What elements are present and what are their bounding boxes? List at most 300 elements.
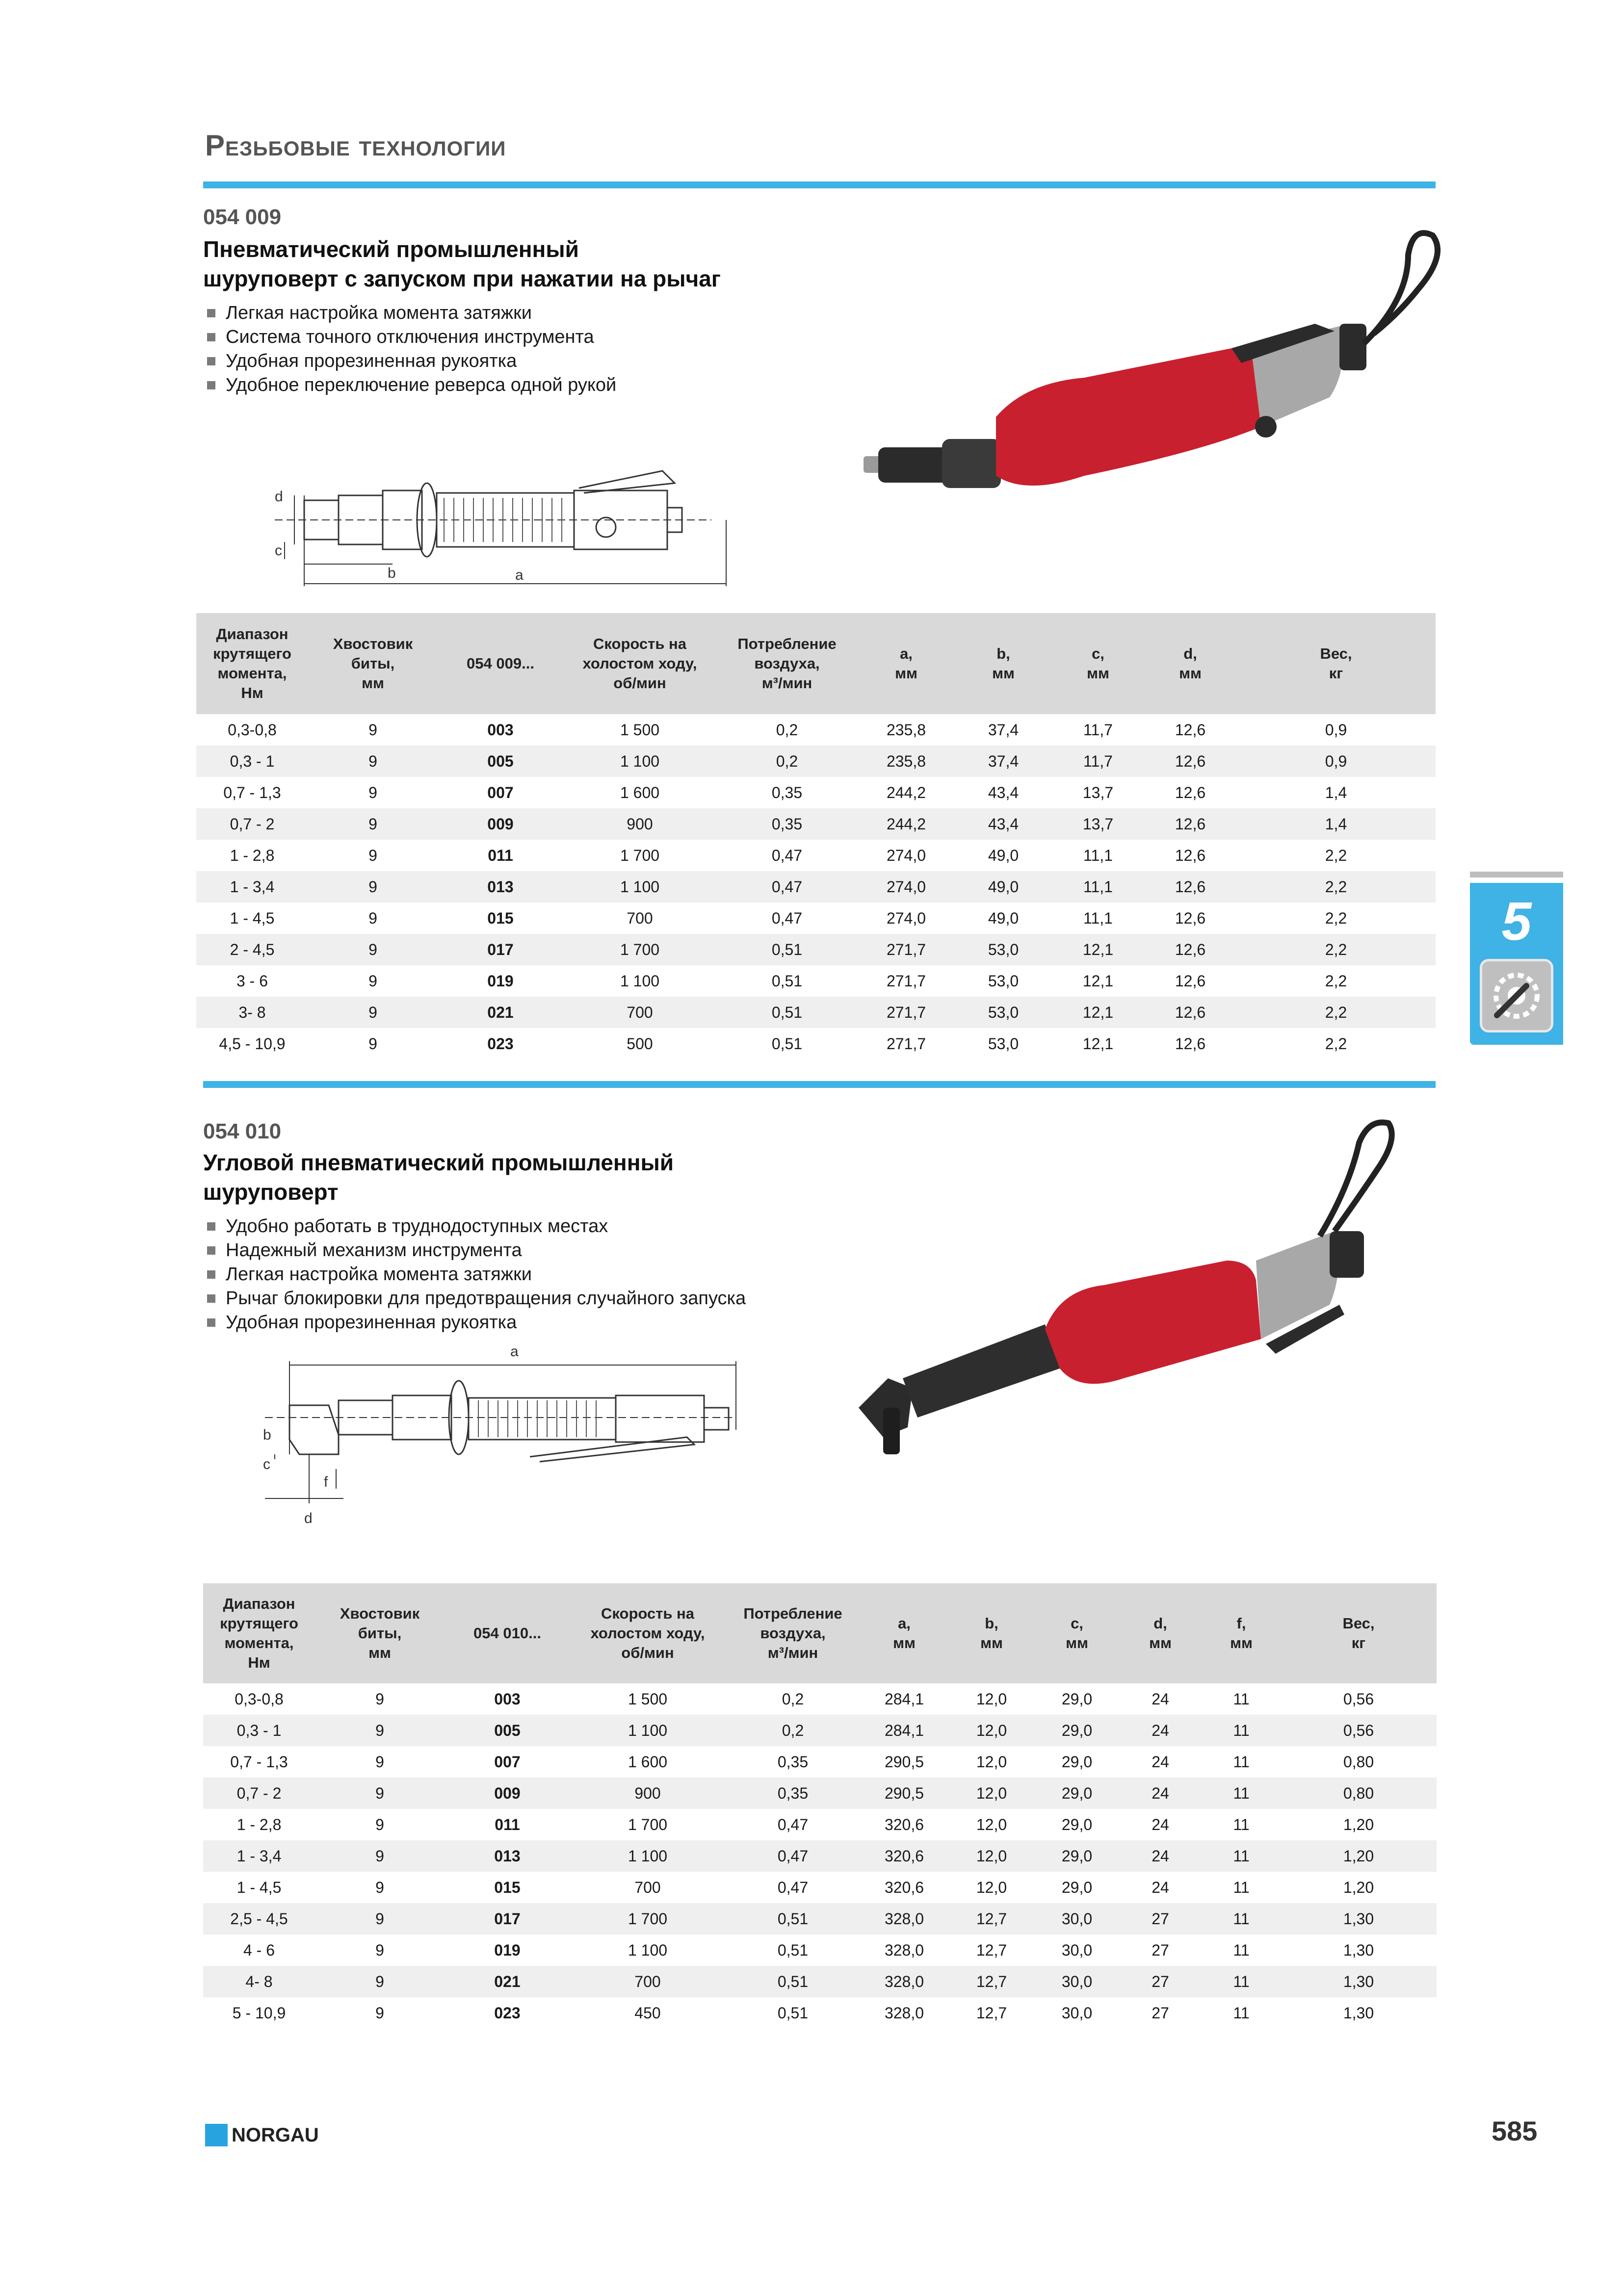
table-cell: 0,80 bbox=[1343, 1753, 1374, 1771]
table-cell: 9 bbox=[315, 1966, 445, 1997]
table-cell: 290,5 bbox=[861, 1778, 948, 1809]
table-cell: 0,47 bbox=[771, 909, 803, 927]
table-cell: 0,35 bbox=[777, 1753, 809, 1771]
table-cell: 284,1 bbox=[884, 1690, 924, 1708]
table-row bbox=[196, 1028, 1436, 1059]
table-cell: 244,2 bbox=[858, 808, 955, 840]
table-row bbox=[203, 1683, 1437, 1715]
table-cell: 1 - 3,4 bbox=[203, 1840, 315, 1872]
table-row bbox=[203, 1903, 1437, 1935]
table-cell: 274,0 bbox=[886, 846, 926, 864]
table-cell: 0,56 bbox=[1343, 1690, 1374, 1708]
table-cell: 007 bbox=[487, 783, 514, 801]
table-cell: 5 - 10,9 bbox=[232, 2004, 286, 2022]
table-header-row bbox=[203, 1583, 1437, 1683]
table-cell: 9 bbox=[375, 1878, 384, 1896]
table-cell: 12,7 bbox=[948, 1903, 1035, 1935]
table-row bbox=[196, 840, 1436, 871]
table-cell: 11,1 bbox=[1052, 871, 1144, 903]
table-cell: 0,3-0,8 bbox=[228, 721, 277, 739]
table-cell: 023 bbox=[494, 2004, 521, 2022]
table-cell: 37,4 bbox=[955, 746, 1052, 777]
feature-item: Надежный механизм инструмента bbox=[205, 1238, 746, 1263]
column-header: b, мм bbox=[948, 1583, 1035, 1683]
table-cell: 2,2 bbox=[1325, 909, 1347, 927]
table-cell: 12,6 bbox=[1175, 972, 1206, 990]
column-header: Вес, кг bbox=[1236, 613, 1436, 714]
table-cell: 30,0 bbox=[1061, 1941, 1093, 1959]
table-cell: 0,47 bbox=[771, 846, 803, 864]
table-cell: 9 bbox=[368, 972, 377, 990]
table-cell: 0,2 bbox=[716, 746, 858, 777]
table-cell: 12,7 bbox=[976, 1941, 1007, 1959]
table-cell: 013 bbox=[445, 1840, 570, 1872]
table-cell: 27 bbox=[1119, 1966, 1202, 1997]
table-cell: 11,7 bbox=[1052, 746, 1144, 777]
table-cell: 0,51 bbox=[771, 972, 803, 990]
table-cell: 29,0 bbox=[1035, 1715, 1119, 1746]
table-cell: 53,0 bbox=[988, 1034, 1019, 1053]
table-cell: 328,0 bbox=[861, 1903, 948, 1935]
table-row bbox=[203, 1715, 1437, 1746]
table-cell: 24 bbox=[1119, 1840, 1202, 1872]
feature-item: Легкая настройка момента затяжки bbox=[205, 1263, 746, 1287]
table-cell: 11,7 bbox=[1083, 721, 1113, 739]
column-header: Вес, кг bbox=[1281, 1583, 1437, 1683]
table-row bbox=[196, 808, 1436, 840]
table-row bbox=[196, 934, 1436, 965]
table-cell: 43,4 bbox=[988, 783, 1019, 801]
table-row bbox=[196, 777, 1436, 808]
dimension-label-c: c bbox=[275, 542, 282, 559]
page-number: 585 bbox=[1492, 2115, 1538, 2146]
table-cell: 0,47 bbox=[725, 1840, 861, 1872]
table-cell: 12,0 bbox=[976, 1815, 1007, 1833]
table-cell: 0,51 bbox=[716, 997, 858, 1028]
table-cell: 29,0 bbox=[1035, 1778, 1119, 1809]
feature-item: Легкая настройка момента затяжки bbox=[205, 301, 616, 325]
table-cell: 019 bbox=[494, 1941, 521, 1959]
table-cell: 11 bbox=[1233, 2004, 1250, 2022]
table-cell: 12,0 bbox=[948, 1778, 1035, 1809]
table-cell: 0,51 bbox=[725, 1966, 861, 1997]
table-cell: 12,6 bbox=[1144, 997, 1236, 1028]
table-row bbox=[203, 1746, 1437, 1778]
table-cell: 1,20 bbox=[1281, 1840, 1437, 1872]
product-code: 054 010 bbox=[203, 1119, 282, 1143]
table-cell: 0,9 bbox=[1236, 746, 1436, 777]
table-cell: 0,56 bbox=[1281, 1715, 1437, 1746]
table-cell: 328,0 bbox=[884, 1941, 924, 1959]
table-cell: 1 - 3,4 bbox=[196, 871, 308, 903]
table-cell: 328,0 bbox=[861, 1966, 948, 1997]
feature-item: Удобная прорезиненная рукоятка bbox=[205, 1311, 746, 1335]
brand-logo bbox=[205, 2124, 319, 2146]
table-row bbox=[203, 1997, 1437, 2029]
table-cell: 1,4 bbox=[1325, 783, 1347, 801]
table-cell: 9 bbox=[368, 721, 377, 739]
table-cell: 1 500 bbox=[620, 721, 660, 739]
table-cell: 12,1 bbox=[1052, 997, 1144, 1028]
table-cell: 017 bbox=[438, 934, 563, 965]
table-cell: 3 - 6 bbox=[236, 972, 268, 990]
table-cell: 900 bbox=[563, 808, 716, 840]
column-header: Хвостовик биты, мм bbox=[308, 613, 438, 714]
column-header: Скорость на холостом ходу, об/мин bbox=[563, 613, 716, 714]
feature-item: Система точного отключения инструмента bbox=[205, 325, 616, 349]
feature-item: Удобное переключение реверса одной рукой bbox=[205, 373, 616, 397]
feature-list bbox=[205, 301, 616, 397]
table-cell: 1 - 4,5 bbox=[236, 1878, 282, 1896]
table-cell: 12,6 bbox=[1144, 934, 1236, 965]
table-cell: 0,3-0,8 bbox=[235, 1690, 284, 1708]
table-cell: 9 bbox=[375, 1690, 384, 1708]
table-cell: 9 bbox=[368, 909, 377, 927]
table-cell: 1 700 bbox=[570, 1903, 725, 1935]
table-cell: 1 100 bbox=[563, 746, 716, 777]
column-header: a, мм bbox=[861, 1583, 948, 1683]
table-cell: 29,0 bbox=[1061, 1815, 1093, 1833]
table-cell: 1,30 bbox=[1281, 1903, 1437, 1935]
table-cell: 1,30 bbox=[1281, 1966, 1437, 1997]
table-cell: 12,1 bbox=[1082, 972, 1114, 990]
table-cell: 450 bbox=[634, 2004, 661, 2022]
table-cell: 9 bbox=[375, 1753, 384, 1771]
table-cell: 12,6 bbox=[1175, 1034, 1206, 1053]
table-cell: 900 bbox=[570, 1778, 725, 1809]
table-cell: 11 bbox=[1202, 1778, 1281, 1809]
column-header: b, мм bbox=[955, 613, 1052, 714]
table-cell: 9 bbox=[375, 2004, 384, 2022]
table-cell: 015 bbox=[494, 1878, 521, 1896]
technical-drawing bbox=[245, 1341, 765, 1543]
table-cell: 021 bbox=[445, 1966, 570, 1997]
table-row bbox=[196, 871, 1436, 903]
table-cell: 24 bbox=[1152, 1690, 1169, 1708]
table-cell: 12,1 bbox=[1052, 934, 1144, 965]
straight-screwdriver-image bbox=[849, 221, 1452, 535]
table-cell: 12,0 bbox=[976, 1753, 1007, 1771]
table-cell: 0,2 bbox=[782, 1690, 804, 1708]
table-cell: 27 bbox=[1152, 1941, 1169, 1959]
header-rule bbox=[203, 181, 1436, 188]
dimension-label-a: a bbox=[510, 1343, 519, 1360]
table-cell: 9 bbox=[315, 1778, 445, 1809]
table-cell: 700 bbox=[627, 909, 653, 927]
table-cell: 12,0 bbox=[976, 1690, 1007, 1708]
table-cell: 11,1 bbox=[1083, 846, 1113, 864]
table-row bbox=[196, 714, 1436, 746]
table-cell: 27 bbox=[1152, 2004, 1169, 2022]
table-cell: 0,51 bbox=[777, 1941, 809, 1959]
table-cell: 37,4 bbox=[988, 721, 1019, 739]
product-title-line: шуруповерт с запуском при нажатии на рычаг bbox=[203, 266, 721, 291]
table-cell: 003 bbox=[487, 721, 514, 739]
table-cell: 9 bbox=[375, 1815, 384, 1833]
column-header: Потребление воздуха, м³/мин bbox=[716, 613, 858, 714]
table-cell: 0,7 - 2 bbox=[196, 808, 308, 840]
spec-table bbox=[203, 1583, 1437, 2029]
table-cell: 12,6 bbox=[1175, 783, 1206, 801]
table-cell: 0,7 - 1,3 bbox=[230, 1753, 288, 1771]
dimension-label-d: d bbox=[304, 1510, 313, 1526]
table-cell: 0,3 - 1 bbox=[203, 1715, 315, 1746]
table-cell: 700 bbox=[570, 1966, 725, 1997]
chapter-tab-rule bbox=[1470, 872, 1563, 877]
table-cell: 11 bbox=[1233, 1941, 1250, 1959]
table-cell: 11 bbox=[1202, 1715, 1281, 1746]
table-cell: 320,6 bbox=[861, 1840, 948, 1872]
table-cell: 017 bbox=[445, 1903, 570, 1935]
table-cell: 24 bbox=[1119, 1715, 1202, 1746]
table-row bbox=[203, 1872, 1437, 1903]
table-cell: 9 bbox=[368, 783, 377, 801]
table-cell: 12,6 bbox=[1175, 846, 1206, 864]
table-cell: 0,47 bbox=[716, 871, 858, 903]
table-header-row bbox=[196, 613, 1436, 714]
table-cell: 700 bbox=[634, 1878, 661, 1896]
table-cell: 9 bbox=[375, 1941, 384, 1959]
table-cell: 009 bbox=[438, 808, 563, 840]
table-cell: 1,20 bbox=[1343, 1878, 1374, 1896]
table-cell: 30,0 bbox=[1061, 2004, 1093, 2022]
product-code: 054 009 bbox=[203, 205, 282, 229]
table-cell: 30,0 bbox=[1035, 1903, 1119, 1935]
table-cell: 0,51 bbox=[716, 934, 858, 965]
spec-table bbox=[196, 613, 1436, 1059]
table-cell: 235,8 bbox=[858, 746, 955, 777]
table-cell: 9 bbox=[315, 1903, 445, 1935]
table-row bbox=[196, 997, 1436, 1028]
table-cell: 0,51 bbox=[771, 1034, 803, 1053]
table-cell: 0,2 bbox=[725, 1715, 861, 1746]
column-header: Хвостовик биты, мм bbox=[315, 1583, 445, 1683]
table-cell: 0,35 bbox=[725, 1778, 861, 1809]
table-cell: 29,0 bbox=[1061, 1753, 1093, 1771]
table-cell: 274,0 bbox=[858, 871, 955, 903]
table-cell: 0,7 - 2 bbox=[203, 1778, 315, 1809]
table-cell: 2,2 bbox=[1325, 1034, 1347, 1053]
table-cell: 9 bbox=[308, 746, 438, 777]
dimension-label-b: b bbox=[263, 1427, 271, 1443]
table-row bbox=[203, 1840, 1437, 1872]
table-cell: 2,2 bbox=[1325, 972, 1347, 990]
table-cell: 12,6 bbox=[1175, 909, 1206, 927]
table-cell: 0,47 bbox=[777, 1815, 809, 1833]
table-cell: 2,2 bbox=[1236, 934, 1436, 965]
section-rule bbox=[203, 1081, 1436, 1088]
feature-item: Удобная прорезиненная рукоятка bbox=[205, 349, 616, 373]
table-cell: 009 bbox=[445, 1778, 570, 1809]
table-cell: 0,3 - 1 bbox=[196, 746, 308, 777]
table-cell: 13,7 bbox=[1052, 808, 1144, 840]
table-cell: 1 100 bbox=[628, 1941, 668, 1959]
table-cell: 1 100 bbox=[620, 972, 660, 990]
feature-item: Удобно работать в труднодоступных местах bbox=[205, 1214, 746, 1238]
table-cell: 24 bbox=[1152, 1878, 1169, 1896]
table-cell: 271,7 bbox=[858, 997, 955, 1028]
table-cell: 2,2 bbox=[1236, 871, 1436, 903]
table-cell: 2 - 4,5 bbox=[196, 934, 308, 965]
table-cell: 328,0 bbox=[884, 2004, 924, 2022]
table-cell: 320,6 bbox=[884, 1815, 924, 1833]
table-cell: 500 bbox=[627, 1034, 653, 1053]
table-cell: 29,0 bbox=[1061, 1878, 1093, 1896]
dimension-label-c: c bbox=[263, 1456, 270, 1472]
table-cell: 11 bbox=[1233, 1753, 1250, 1771]
wrench-gear-icon bbox=[1480, 959, 1553, 1032]
table-cell: 11 bbox=[1233, 1815, 1250, 1833]
table-cell: 27 bbox=[1119, 1903, 1202, 1935]
table-cell: 53,0 bbox=[955, 997, 1052, 1028]
table-cell: 1,4 bbox=[1236, 808, 1436, 840]
table-cell: 3- 8 bbox=[196, 997, 308, 1028]
table-cell: 0,51 bbox=[725, 1903, 861, 1935]
technical-drawing bbox=[275, 446, 741, 589]
table-cell: 0,7 - 1,3 bbox=[223, 783, 281, 801]
table-cell: 1,30 bbox=[1343, 1941, 1374, 1959]
table-cell: 1 700 bbox=[628, 1815, 668, 1833]
product-title-line: Угловой пневматический промышленный bbox=[203, 1150, 674, 1175]
table-body bbox=[203, 1683, 1437, 2029]
table-cell: 9 bbox=[368, 846, 377, 864]
column-header: Потребление воздуха, м³/мин bbox=[725, 1583, 861, 1683]
table-cell: 021 bbox=[438, 997, 563, 1028]
table-cell: 0,35 bbox=[716, 808, 858, 840]
table-cell: 015 bbox=[487, 909, 514, 927]
table-cell: 290,5 bbox=[884, 1753, 924, 1771]
table-cell: 003 bbox=[494, 1690, 521, 1708]
table-cell: 43,4 bbox=[955, 808, 1052, 840]
table-cell: 13,7 bbox=[1082, 783, 1114, 801]
angle-screwdriver-image bbox=[849, 1113, 1452, 1486]
table-cell: 1 100 bbox=[570, 1715, 725, 1746]
table-cell: 700 bbox=[563, 997, 716, 1028]
table-cell: 1 600 bbox=[628, 1753, 668, 1771]
table-cell: 9 bbox=[315, 1840, 445, 1872]
table-cell: 49,0 bbox=[988, 846, 1019, 864]
table-row bbox=[203, 1778, 1437, 1809]
table-cell: 0,9 bbox=[1325, 721, 1347, 739]
table-cell: 1 700 bbox=[620, 846, 660, 864]
column-header: a, мм bbox=[858, 613, 955, 714]
table-row bbox=[203, 1809, 1437, 1840]
column-header: Диапазон крутящего момента, Нм bbox=[203, 1583, 315, 1683]
table-cell: 9 bbox=[308, 934, 438, 965]
table-cell: 235,8 bbox=[886, 721, 926, 739]
column-header: 054 009... bbox=[438, 613, 563, 714]
column-header: c, мм bbox=[1035, 1583, 1119, 1683]
table-cell: 1 600 bbox=[620, 783, 660, 801]
table-cell: 1,30 bbox=[1343, 2004, 1374, 2022]
table-row bbox=[203, 1935, 1437, 1966]
table-cell: 53,0 bbox=[955, 934, 1052, 965]
column-header: Скорость на холостом ходу, об/мин bbox=[570, 1583, 725, 1683]
table-cell: 30,0 bbox=[1035, 1966, 1119, 1997]
brand-name: NORGAU bbox=[232, 2124, 319, 2146]
table-cell: 12,6 bbox=[1144, 808, 1236, 840]
table-cell: 274,0 bbox=[886, 909, 926, 927]
table-cell: 1 500 bbox=[628, 1690, 668, 1708]
table-cell: 1 100 bbox=[570, 1840, 725, 1872]
table-cell: 12,6 bbox=[1144, 871, 1236, 903]
table-cell: 005 bbox=[438, 746, 563, 777]
table-row bbox=[196, 965, 1436, 997]
table-cell: 4 - 6 bbox=[243, 1941, 275, 1959]
table-cell: 12,6 bbox=[1144, 746, 1236, 777]
table-cell: 005 bbox=[445, 1715, 570, 1746]
dimension-label-a: a bbox=[515, 567, 524, 583]
table-cell: 11 bbox=[1202, 1966, 1281, 1997]
table-cell: 12,0 bbox=[948, 1715, 1035, 1746]
table-cell: 12,7 bbox=[976, 2004, 1007, 2022]
table-cell: 4- 8 bbox=[203, 1966, 315, 1997]
chapter-number: 5 bbox=[1501, 891, 1532, 952]
product-title bbox=[203, 234, 721, 293]
table-cell: 11 bbox=[1233, 1878, 1250, 1896]
table-cell: 11 bbox=[1202, 1840, 1281, 1872]
dimension-label-f: f bbox=[324, 1474, 328, 1490]
table-cell: 49,0 bbox=[988, 909, 1019, 927]
table-cell: 1 100 bbox=[563, 871, 716, 903]
table-cell: 12,0 bbox=[948, 1840, 1035, 1872]
table-cell: 0,2 bbox=[776, 721, 798, 739]
table-cell: 1 - 4,5 bbox=[230, 909, 275, 927]
table-cell: 320,6 bbox=[884, 1878, 924, 1896]
column-header: d, мм bbox=[1144, 613, 1236, 714]
table-cell: 9 bbox=[308, 997, 438, 1028]
table-cell: 019 bbox=[487, 972, 514, 990]
table-cell: 023 bbox=[487, 1034, 514, 1053]
table-cell: 284,1 bbox=[861, 1715, 948, 1746]
column-header: d, мм bbox=[1119, 1583, 1202, 1683]
table-cell: 12,6 bbox=[1175, 721, 1206, 739]
product-title bbox=[203, 1148, 674, 1207]
table-cell: 0,80 bbox=[1281, 1778, 1437, 1809]
table-cell: 1 700 bbox=[563, 934, 716, 965]
table-cell: 49,0 bbox=[955, 871, 1052, 903]
column-header: 054 010... bbox=[445, 1583, 570, 1683]
feature-item: Рычаг блокировки для предотвращения случайного запуска bbox=[205, 1287, 746, 1311]
column-header: Диапазон крутящего момента, Нм bbox=[196, 613, 308, 714]
table-cell: 24 bbox=[1152, 1753, 1169, 1771]
table-cell: 0,51 bbox=[777, 2004, 809, 2022]
column-header: c, мм bbox=[1052, 613, 1144, 714]
table-cell: 12,0 bbox=[976, 1878, 1007, 1896]
table-cell: 12,7 bbox=[948, 1966, 1035, 1997]
table-cell: 24 bbox=[1119, 1778, 1202, 1809]
table-cell: 29,0 bbox=[1061, 1690, 1093, 1708]
table-cell: 4,5 - 10,9 bbox=[219, 1034, 286, 1053]
table-cell: 9 bbox=[308, 808, 438, 840]
table-cell: 0,35 bbox=[771, 783, 803, 801]
dimension-label-d: d bbox=[275, 489, 283, 505]
table-cell: 24 bbox=[1152, 1815, 1169, 1833]
table-cell: 11,1 bbox=[1083, 909, 1113, 927]
table-cell: 11 bbox=[1202, 1903, 1281, 1935]
section-title: Резьбовые технологии bbox=[205, 129, 506, 162]
dimension-label-b: b bbox=[388, 565, 396, 581]
table-cell: 2,5 - 4,5 bbox=[203, 1903, 315, 1935]
table-cell: 0,47 bbox=[777, 1878, 809, 1896]
table-body bbox=[196, 714, 1436, 1059]
table-cell: 2,2 bbox=[1236, 997, 1436, 1028]
table-cell: 12,1 bbox=[1082, 1034, 1114, 1053]
table-cell: 271,7 bbox=[858, 934, 955, 965]
table-cell: 271,7 bbox=[886, 972, 926, 990]
table-cell: 11 bbox=[1233, 1690, 1250, 1708]
table-cell: 1,20 bbox=[1343, 1815, 1374, 1833]
